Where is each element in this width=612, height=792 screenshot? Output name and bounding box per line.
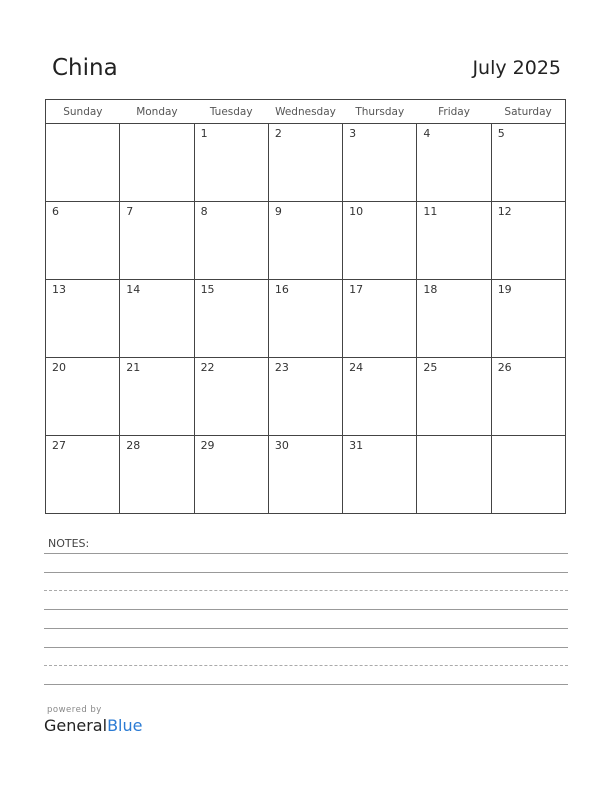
calendar-country-title: China [52,55,118,81]
calendar-day-cell[interactable] [194,436,268,514]
weekday-saturday: Saturday [491,100,565,124]
calendar-day-cell[interactable] [194,202,268,280]
calendar-day-cell[interactable] [194,280,268,358]
calendar-day-cell[interactable] [491,358,565,436]
notes-line [44,647,568,648]
powered-by-text: powered by [47,705,102,715]
calendar-day-cell[interactable] [343,436,417,514]
calendar-day-cell[interactable] [46,358,120,436]
notes-line [44,572,568,573]
day-number: 1 [200,127,208,140]
notes-label: NOTES: [48,537,90,550]
day-number: 13 [52,283,66,296]
day-number [46,124,119,127]
day-number: 20 [52,361,66,374]
notes-line [44,590,568,591]
day-number: 2 [274,127,282,140]
calendar-week-row [46,436,566,514]
calendar-day-cell[interactable] [268,436,342,514]
calendar-day-cell[interactable] [417,436,491,514]
brand-name [44,716,142,735]
calendar-day-cell[interactable] [343,202,417,280]
calendar-day-cell[interactable] [343,280,417,358]
calendar-day-cell[interactable] [268,358,342,436]
calendar-day-cell[interactable] [268,202,342,280]
day-number: 26 [497,361,512,374]
notes-line [44,609,568,610]
calendar-day-cell[interactable] [268,280,342,358]
calendar-day-cell[interactable] [120,436,194,514]
day-number: 11 [423,205,438,218]
calendar-day-cell[interactable] [491,436,565,514]
calendar-day-cell[interactable] [120,124,194,202]
weekday-monday: Monday [120,100,194,124]
calendar-day-cell[interactable] [343,358,417,436]
calendar-day-cell[interactable] [46,124,120,202]
calendar-day-cell[interactable] [46,280,120,358]
calendar-day-cell[interactable] [194,124,268,202]
day-number: 17 [349,283,364,296]
day-number: 8 [200,205,208,218]
day-number: 31 [349,439,364,452]
calendar-day-cell[interactable] [343,124,417,202]
day-number: 12 [497,205,512,218]
weekday-friday: Friday [417,100,491,124]
calendar-week-row [46,358,566,436]
calendar-day-cell[interactable] [120,358,194,436]
day-number: 21 [126,361,141,374]
calendar-day-cell[interactable] [120,202,194,280]
day-number: 9 [274,205,282,218]
day-number [120,124,193,127]
day-number: 30 [274,439,289,452]
notes-line [44,628,568,629]
day-number: 5 [497,127,505,140]
weekday-tuesday: Tuesday [194,100,268,124]
calendar-week-row [46,202,566,280]
weekday-wednesday: Wednesday [268,100,342,124]
day-number: 24 [349,361,364,374]
calendar-day-cell[interactable] [417,202,491,280]
calendar-day-cell[interactable] [417,280,491,358]
calendar-day-cell[interactable] [417,358,491,436]
weekday-sunday: Sunday [46,100,120,124]
calendar-day-cell[interactable] [491,124,565,202]
day-number: 16 [274,283,289,296]
day-number: 19 [497,283,512,296]
brand-general: General [44,716,108,735]
day-number: 3 [349,127,357,140]
day-number [492,436,565,439]
calendar-day-cell[interactable] [268,124,342,202]
day-number: 18 [423,283,438,296]
generalblue-logo[interactable] [44,705,142,735]
day-number: 27 [52,439,66,452]
day-number [417,436,490,439]
weekday-thursday: Thursday [343,100,417,124]
calendar-week-row [46,124,566,202]
notes-line [44,665,568,666]
day-number: 10 [349,205,364,218]
weekday-header-row [46,100,566,124]
day-number: 4 [423,127,431,140]
brand-blue: Blue [107,716,143,735]
day-number: 15 [200,283,215,296]
calendar-day-cell[interactable] [491,202,565,280]
calendar-day-cell[interactable] [120,280,194,358]
day-number: 23 [274,361,289,374]
calendar-day-cell[interactable] [194,358,268,436]
day-number: 22 [200,361,215,374]
calendar-day-cell[interactable] [46,436,120,514]
notes-line [44,553,568,554]
day-number: 29 [200,439,215,452]
calendar-day-cell[interactable] [491,280,565,358]
day-number: 7 [126,205,134,218]
calendar-month-title: July 2025 [472,57,561,79]
calendar-week-row [46,280,566,358]
notes-line [44,684,568,685]
calendar-grid [45,99,566,514]
calendar-day-cell[interactable] [46,202,120,280]
day-number: 14 [126,283,141,296]
calendar-day-cell[interactable] [417,124,491,202]
day-number: 28 [126,439,141,452]
day-number: 25 [423,361,438,374]
day-number: 6 [52,205,59,218]
